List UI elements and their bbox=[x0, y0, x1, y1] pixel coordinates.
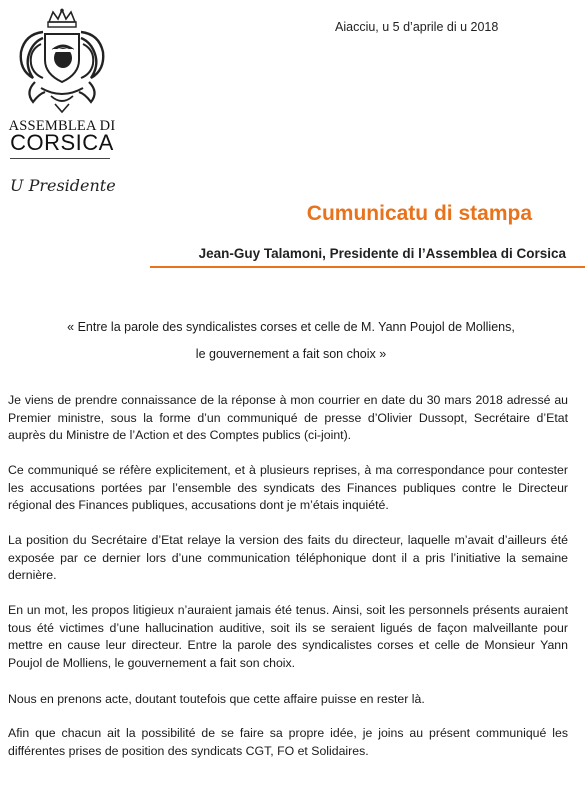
body-paragraph-3: La position du Secrétaire d’Etat relaye la version des faits du directeur, laquelle m’avait d’ailleurs été exposée par ce dernier lors d’une communication téléphonique dont il a pris l’initiative la semaine dernière. bbox=[8, 533, 568, 582]
president-signature: U Presidente bbox=[10, 176, 116, 195]
logo-line-2: CORSICA bbox=[10, 130, 114, 155]
body-paragraph-2: Ce communiqué se réfère explicitement, et à plusieurs reprises, à ma correspondance pour contester les accusations portées par l’ensemble des syndicats des Finances publiques contre le Directeur régional des Finances publiques, accusations dont je m’étais inquiété. bbox=[8, 463, 568, 512]
body-paragraph-1: Je viens de prendre connaissance de la réponse à mon courrier en date du 30 mars 2018 adressé au Premier ministre, sous la forme d’un communiqué de presse d’Olivier Dussopt, Secrétaire d’Etat auprès du Ministre de l’Action et des Comptes publics (ci-joint). bbox=[8, 393, 568, 442]
title-underline bbox=[150, 266, 585, 268]
press-release-subtitle: Jean-Guy Talamoni, Presidente di l’Assemblea di Corsica bbox=[198, 246, 566, 261]
body-paragraph-4: En un mot, les propos litigieux n’auraient jamais été tenus. Ainsi, soit les personnels présents auraient tous été victimes d’une hallucination auditive, soit ils se seraient ligués de façon malveillante pour mettre en cause leur directeur. Entre la parole des syndicalistes corses et celle de Monsieur Yann Poujol de Molliens, le gouvernement a fait son choix. bbox=[8, 603, 568, 670]
logo-line-1: ASSEMBLEA DI bbox=[8, 118, 116, 134]
document-date: Aiacciu, u 5 d’aprile di u 2018 bbox=[335, 20, 499, 34]
headline-quote-line-2: le gouvernement a fait son choix » bbox=[195, 347, 387, 361]
assembly-logo bbox=[8, 6, 116, 156]
corsica-crest-icon bbox=[11, 8, 113, 118]
press-release-title: Cumunicatu di stampa bbox=[306, 202, 532, 225]
body-paragraph-6: Afin que chacun ait la possibilité de se faire sa propre idée, je joins au présent communiqué les différentes prises de position des syndicats CGT, FO et Solidaires. bbox=[8, 726, 568, 758]
logo-divider bbox=[10, 158, 110, 159]
body-paragraph-5: Nous en prenons acte, doutant toutefois que cette affaire puisse en rester là. bbox=[8, 692, 425, 706]
headline-quote-line-1: « Entre la parole des syndicalistes corses et celle de M. Yann Poujol de Molliens, bbox=[67, 320, 515, 334]
